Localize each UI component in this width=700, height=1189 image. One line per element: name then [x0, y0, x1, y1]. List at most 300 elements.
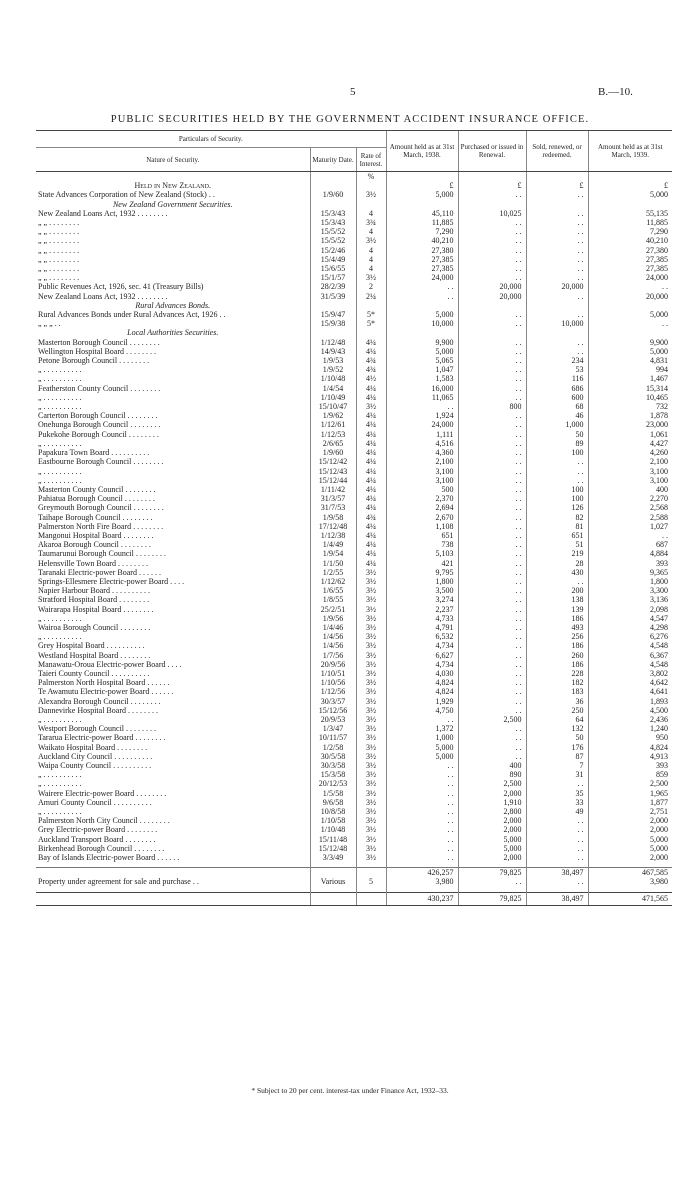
purchased-cell: 1,910 [458, 798, 526, 807]
purchased-cell: . . [458, 733, 526, 742]
sold-cell: 116 [526, 374, 588, 383]
sold-cell: 260 [526, 651, 588, 660]
held-1939-cell: 27,380 [588, 246, 672, 255]
held-1939-cell: 4,831 [588, 356, 672, 365]
sold-cell: 256 [526, 632, 588, 641]
sold-cell: . . [526, 190, 588, 199]
rate-cell: 4¼ [356, 522, 386, 531]
held-1938-cell: 24,000 [386, 273, 458, 282]
held-1938-cell: 27,385 [386, 264, 458, 273]
held-1939-cell: 23,000 [588, 420, 672, 429]
held-1939-cell: 471,565 [588, 892, 672, 905]
maturity-cell: 1/9/54 [310, 549, 356, 558]
table-row [36, 292, 672, 301]
held-1939-cell: 3,136 [588, 595, 672, 604]
security-name-cell [36, 172, 310, 182]
maturity-cell: 1/6/55 [310, 586, 356, 595]
held-1938-cell: 1,929 [386, 697, 458, 706]
maturity-cell: 1/12/48 [310, 338, 356, 347]
rate-cell: 2 [356, 282, 386, 291]
table-row [36, 669, 672, 678]
sold-cell: 53 [526, 365, 588, 374]
table-row [36, 770, 672, 779]
security-name-cell: Amuri County Council . . . . . . . . . . [38, 797, 152, 807]
rate-cell: 4 [356, 255, 386, 264]
purchased-cell: . . [458, 264, 526, 273]
maturity-cell: 1/8/55 [310, 595, 356, 604]
security-name-cell: Napier Harbour Board . . . . . . . . . . [38, 586, 150, 596]
maturity-cell: 1/2/58 [310, 743, 356, 752]
rate-cell: 3¾ [356, 218, 386, 227]
sold-cell: 250 [526, 706, 588, 715]
maturity-header: Maturity Date. [310, 148, 356, 172]
held-1938-cell: 4,734 [386, 660, 458, 669]
held-1938-cell: 1,583 [386, 374, 458, 383]
page-title: PUBLIC SECURITIES HELD BY THE GOVERNMENT ACCIDENT INSURANCE OFFICE. [110, 114, 590, 125]
table-row [36, 706, 672, 715]
held-1938-cell: . . [386, 282, 458, 291]
security-name-cell: Grey Electric-power Board . . . . . . . . [38, 825, 158, 835]
table-row [36, 273, 672, 282]
held-1938-cell: 4,824 [386, 687, 458, 696]
held-1938-cell: 11,065 [386, 393, 458, 402]
held-1939-cell: 4,500 [588, 706, 672, 715]
table-row [36, 365, 672, 374]
held-1939-cell [588, 172, 672, 182]
purchased-cell: . . [458, 310, 526, 319]
purchased-cell: . . [458, 651, 526, 660]
held-1939-cell: 1,240 [588, 724, 672, 733]
maturity-cell: 1/4/54 [310, 384, 356, 393]
maturity-cell [310, 200, 356, 209]
maturity-cell: 20/12/53 [310, 779, 356, 788]
held-1939-cell: 4,260 [588, 448, 672, 457]
held-1938-cell: 11,885 [386, 218, 458, 227]
held-1939-cell: 687 [588, 540, 672, 549]
maturity-cell: 30/3/58 [310, 761, 356, 770]
maturity-cell: Various [310, 877, 356, 886]
rate-cell: 3½ [356, 605, 386, 614]
maturity-cell: 1/12/56 [310, 687, 356, 696]
sold-cell: 493 [526, 623, 588, 632]
maturity-cell: 1/5/58 [310, 789, 356, 798]
held-1938-cell: 4,030 [386, 669, 458, 678]
security-name-cell: Papakura Town Board . . . . . . . . . . [38, 448, 150, 458]
rate-cell: 3½ [356, 273, 386, 282]
purchased-cell: . . [458, 476, 526, 485]
held-1939-cell: 4,548 [588, 660, 672, 669]
purchased-cell: . . [458, 641, 526, 650]
security-name-cell: New Zealand Loans Act, 1932 . . . . . . . . [38, 208, 168, 218]
sold-cell: 35 [526, 789, 588, 798]
purchased-cell: . . [458, 623, 526, 632]
sold-cell: . . [526, 246, 588, 255]
held-1939-cell: 1,878 [588, 411, 672, 420]
rate-cell: 4 [356, 227, 386, 236]
purchased-cell: . . [458, 678, 526, 687]
table-row [36, 282, 672, 291]
sold-cell: 228 [526, 669, 588, 678]
sold-cell: . . [526, 310, 588, 319]
security-name-cell: Helensville Town Board . . . . . . . . [38, 558, 148, 568]
rate-cell: 4¼ [356, 411, 386, 420]
held-1938-cell [386, 200, 458, 209]
maturity-cell: 31/5/39 [310, 292, 356, 301]
rate-cell: 5 [356, 877, 386, 886]
rate-cell: 4¾ [356, 513, 386, 522]
maturity-cell: 15/5/52 [310, 227, 356, 236]
held-1939-cell: 9,365 [588, 568, 672, 577]
purchased-cell: . . [458, 448, 526, 457]
held-1939-cell: 10,465 [588, 393, 672, 402]
security-name-cell: Palmerston North Fire Board . . . . . . . . [38, 521, 164, 531]
security-name-cell: „ „ . . . . . . . . [38, 245, 80, 255]
held-1938-cell: 3,100 [386, 467, 458, 476]
purchased-cell: 2,000 [458, 853, 526, 862]
particulars-header: Particulars of Security. [36, 131, 386, 148]
held-1939-cell: 3,100 [588, 467, 672, 476]
security-name-cell: Springs-Ellesmere Electric-power Board . . . . [38, 576, 185, 586]
maturity-cell: 15/3/58 [310, 770, 356, 779]
maturity-cell: 15/12/44 [310, 476, 356, 485]
security-name-cell: „ „ . . . . . . . . [38, 254, 80, 264]
maturity-cell: 1/12/38 [310, 531, 356, 540]
held-1938-cell: 5,000 [386, 310, 458, 319]
held-1938-cell: . . [386, 816, 458, 825]
maturity-cell: 15/3/43 [310, 209, 356, 218]
sold-cell: 28 [526, 559, 588, 568]
security-name-cell: Tararua Electric-power Board . . . . . . . . [38, 733, 166, 743]
sold-cell: 183 [526, 687, 588, 696]
table-row [36, 835, 672, 844]
security-name-cell: „ . . . . . . . . . . [38, 807, 82, 817]
sold-cell: 50 [526, 733, 588, 742]
security-name-cell: Stratford Hospital Board . . . . . . . . [38, 595, 150, 605]
rate-cell: 3½ [356, 190, 386, 199]
security-name-cell: Local Authorities Securities. [127, 328, 219, 338]
held-1938-cell: . . [386, 779, 458, 788]
table-row [36, 697, 672, 706]
held-1938-cell: 4,791 [386, 623, 458, 632]
table-row [36, 310, 672, 319]
table-row [36, 733, 672, 742]
held-1939-cell: 4,824 [588, 743, 672, 752]
held-1939-cell: 20,000 [588, 292, 672, 301]
sold-cell: . . [526, 292, 588, 301]
held-1939-cell: 2,751 [588, 807, 672, 816]
security-name-cell: „ . . . . . . . . . . [38, 779, 82, 789]
purchased-cell: . . [458, 190, 526, 199]
maturity-cell: 30/5/58 [310, 752, 356, 761]
rate-cell: 3½ [356, 798, 386, 807]
purchased-cell: 79,825 [458, 892, 526, 905]
security-name-cell: „ . . . . . . . . . . [38, 374, 82, 384]
purchased-cell: . . [458, 503, 526, 512]
table-row [36, 789, 672, 798]
rate-cell: 3½ [356, 660, 386, 669]
held-1938-cell: 430,237 [386, 892, 458, 905]
held-1939-cell: 5,000 [588, 844, 672, 853]
rate-cell: 3½ [356, 651, 386, 660]
maturity-cell: 15/10/47 [310, 402, 356, 411]
table-row [36, 347, 672, 356]
maturity-cell: 28/2/39 [310, 282, 356, 291]
security-name-cell: Palmerston North City Council . . . . . . . . [38, 816, 170, 826]
security-name-cell: Alexandra Borough Council . . . . . . . . [38, 696, 161, 706]
table-row [36, 605, 672, 614]
page-number: 5 [350, 86, 356, 98]
maturity-cell: 15/3/43 [310, 218, 356, 227]
purchased-cell: . . [458, 273, 526, 282]
sold-cell: . . [526, 227, 588, 236]
footnote: * Subject to 20 per cent. interest-tax under Finance Act, 1932–33. [251, 1086, 449, 1095]
maturity-cell: 15/1/57 [310, 273, 356, 282]
purchased-cell: £ [458, 181, 526, 190]
held-1939-cell: 393 [588, 559, 672, 568]
sold-cell: . . [526, 577, 588, 586]
held-1938-cell [386, 328, 458, 337]
purchased-cell: . . [458, 595, 526, 604]
purchased-cell: . . [458, 877, 526, 886]
sold-cell: 132 [526, 724, 588, 733]
purchased-cell: . . [458, 393, 526, 402]
held-1938-cell: 3,274 [386, 595, 458, 604]
sold-cell: 219 [526, 549, 588, 558]
held-1938-cell: 3,980 [386, 877, 458, 886]
held-1939-cell [588, 328, 672, 337]
sold-cell: 1,000 [526, 420, 588, 429]
security-name-cell: Eastbourne Borough Council . . . . . . . . [38, 457, 164, 467]
held-1938-cell: . . [386, 761, 458, 770]
table-row [36, 513, 672, 522]
rate-cell: 4¼ [356, 485, 386, 494]
sold-cell: 139 [526, 605, 588, 614]
held-1939-cell: 9,900 [588, 338, 672, 347]
table-row [36, 807, 672, 816]
held-1939-cell: 4,547 [588, 614, 672, 623]
maturity-cell: 15/5/52 [310, 236, 356, 245]
held-1938-cell: . . [386, 807, 458, 816]
purchased-cell: 800 [458, 402, 526, 411]
table-row [36, 595, 672, 604]
sold-cell: 234 [526, 356, 588, 365]
sold-cell: 126 [526, 503, 588, 512]
held-1938-cell: . . [386, 835, 458, 844]
held-1939-cell: 4,298 [588, 623, 672, 632]
sold-cell: . . [526, 835, 588, 844]
purchased-cell: 400 [458, 761, 526, 770]
table-row [36, 420, 672, 429]
purchased-cell: . . [458, 605, 526, 614]
security-name-cell: „ . . . . . . . . . . [38, 466, 82, 476]
table-row [36, 374, 672, 383]
security-name-cell: Dannevirke Hospital Board . . . . . . . . [38, 705, 158, 715]
held-1938-cell: £ [386, 181, 458, 190]
purchased-cell [458, 200, 526, 209]
maturity-cell: 1/12/61 [310, 420, 356, 429]
security-name-cell: Manawatu-Oroua Electric-power Board . . . . [38, 659, 182, 669]
purchased-cell: . . [458, 218, 526, 227]
security-name-cell: Mangonui Hospital Board . . . . . . . . [38, 530, 154, 540]
security-name-cell: Held in New Zealand. [134, 181, 211, 191]
sold-cell: . . [526, 779, 588, 788]
purchased-cell: . . [458, 687, 526, 696]
security-name-cell: Pukekohe Borough Council . . . . . . . . [38, 429, 159, 439]
held-1939-cell: 400 [588, 485, 672, 494]
maturity-cell: 15/9/38 [310, 319, 356, 328]
sold-cell: 50 [526, 430, 588, 439]
sold-cell: 49 [526, 807, 588, 816]
held-1938-cell: 2,237 [386, 605, 458, 614]
held-1938-cell: 5,000 [386, 347, 458, 356]
maturity-cell: 1/4/46 [310, 623, 356, 632]
rate-cell: 3½ [356, 844, 386, 853]
security-name-cell: Te Awamutu Electric-power Board . . . . . . [38, 687, 174, 697]
security-name-cell: „ „ „ . . [38, 319, 61, 329]
purchased-cell: . . [458, 752, 526, 761]
held-1938-cell: 5,000 [386, 743, 458, 752]
rate-header: Rate of Interest. [356, 148, 386, 172]
purchased-cell: . . [458, 467, 526, 476]
held-1939-cell: 4,913 [588, 752, 672, 761]
security-name-cell: Wairoa Borough Council . . . . . . . . [38, 622, 151, 632]
table-row [36, 743, 672, 752]
held-1939-cell: 859 [588, 770, 672, 779]
rate-cell: 3½ [356, 641, 386, 650]
purchased-cell: . . [458, 724, 526, 733]
security-name-cell: Waikato Hospital Board . . . . . . . . [38, 742, 148, 752]
sold-cell: 51 [526, 540, 588, 549]
table-row [36, 678, 672, 687]
security-name-cell: Auckland City Council . . . . . . . . . . [38, 751, 153, 761]
sold-cell: 46 [526, 411, 588, 420]
rate-cell: 3½ [356, 770, 386, 779]
held-1938-cell: 426,257 [386, 868, 458, 878]
table-row [36, 825, 672, 834]
purchased-cell: . . [458, 743, 526, 752]
held-1939-cell: 24,000 [588, 273, 672, 282]
security-name-cell: Rural Advances Bonds. [135, 300, 211, 310]
sold-cell [526, 172, 588, 182]
section-heading-row [36, 301, 672, 310]
security-name-cell: Featherston County Council . . . . . . . . [38, 383, 161, 393]
held-1939-cell: 2,000 [588, 853, 672, 862]
sold-cell: 20,000 [526, 282, 588, 291]
held-1938-cell: 5,000 [386, 752, 458, 761]
purchased-cell: . . [458, 513, 526, 522]
rate-cell: 4 [356, 264, 386, 273]
maturity-cell [310, 892, 356, 905]
sold-cell: 186 [526, 641, 588, 650]
held-1938-cell: . . [386, 402, 458, 411]
sold-cell: 81 [526, 522, 588, 531]
held-1939-cell: 2,000 [588, 816, 672, 825]
maturity-cell: 1/4/56 [310, 632, 356, 641]
held-1939-cell: 4,642 [588, 678, 672, 687]
security-name-cell: Akaroa Borough Council . . . . . . . . [38, 540, 151, 550]
security-name-cell: „ . . . . . . . . . . [38, 714, 82, 724]
table-row [36, 384, 672, 393]
rate-cell [356, 200, 386, 209]
purchased-cell: . . [458, 338, 526, 347]
sold-cell: . . [526, 467, 588, 476]
held-1938-cell: 27,380 [386, 246, 458, 255]
rate-cell: 4¼ [356, 430, 386, 439]
held-1939-cell: 1,027 [588, 522, 672, 531]
maturity-cell: 25/2/51 [310, 605, 356, 614]
table-row [36, 660, 672, 669]
security-name-cell: „ . . . . . . . . . . [38, 632, 82, 642]
sold-cell: . . [526, 338, 588, 347]
held-1938-cell: . . [386, 770, 458, 779]
sold-cell: 200 [526, 586, 588, 595]
rate-cell: 3½ [356, 825, 386, 834]
purchased-cell: 890 [458, 770, 526, 779]
rate-cell: 4¼ [356, 559, 386, 568]
held-1939-cell: 55,135 [588, 209, 672, 218]
rate-cell: 3½ [356, 669, 386, 678]
rate-cell: 4¼ [356, 420, 386, 429]
rate-cell: 3½ [356, 568, 386, 577]
security-name-cell: Grey Hospital Board . . . . . . . . . . [38, 641, 145, 651]
table-row [36, 393, 672, 402]
rate-cell: 4¼ [356, 448, 386, 457]
total-row [36, 868, 672, 878]
table-row [36, 522, 672, 531]
purchased-cell: . . [458, 255, 526, 264]
table-row [36, 411, 672, 420]
held-1939-cell: 1,893 [588, 697, 672, 706]
sold-cell: 430 [526, 568, 588, 577]
security-name-cell: Carterton Borough Council . . . . . . . . [38, 411, 158, 421]
sold-cell: . . [526, 264, 588, 273]
held-1938-cell: 1,372 [386, 724, 458, 733]
held-1939-cell: 2,588 [588, 513, 672, 522]
purchased-cell: 2,500 [458, 715, 526, 724]
maturity-cell: 1/9/53 [310, 356, 356, 365]
maturity-cell: 14/9/43 [310, 347, 356, 356]
purchased-cell: . . [458, 660, 526, 669]
rate-cell [356, 181, 386, 190]
security-name-cell: Rural Advances Bonds under Rural Advances Act, 1926 . . [38, 310, 226, 320]
purchased-cell: . . [458, 586, 526, 595]
held-1938-cell: 6,532 [386, 632, 458, 641]
table-row [36, 227, 672, 236]
purchased-cell [458, 328, 526, 337]
held-1938-cell: 1,047 [386, 365, 458, 374]
held-1938-cell: 40,210 [386, 236, 458, 245]
maturity-cell [310, 172, 356, 182]
held-1938-cell: 10,000 [386, 319, 458, 328]
rate-cell: 4¾ [356, 365, 386, 374]
table-row [36, 577, 672, 586]
purchased-cell: 10,025 [458, 209, 526, 218]
security-name-cell: „ . . . . . . . . . . [38, 475, 82, 485]
table-row [36, 255, 672, 264]
security-name-cell: Taieri County Council . . . . . . . . . . [38, 668, 150, 678]
table-row [36, 439, 672, 448]
held-1939-cell: 27,385 [588, 255, 672, 264]
maturity-cell: 1/9/56 [310, 614, 356, 623]
purchased-cell: . . [458, 236, 526, 245]
maturity-cell: 1/12/62 [310, 577, 356, 586]
table-row [36, 540, 672, 549]
maturity-cell: 1/12/53 [310, 430, 356, 439]
purchased-cell: . . [458, 632, 526, 641]
held-1938-cell: 6,627 [386, 651, 458, 660]
sold-cell: 686 [526, 384, 588, 393]
table-row [36, 586, 672, 595]
